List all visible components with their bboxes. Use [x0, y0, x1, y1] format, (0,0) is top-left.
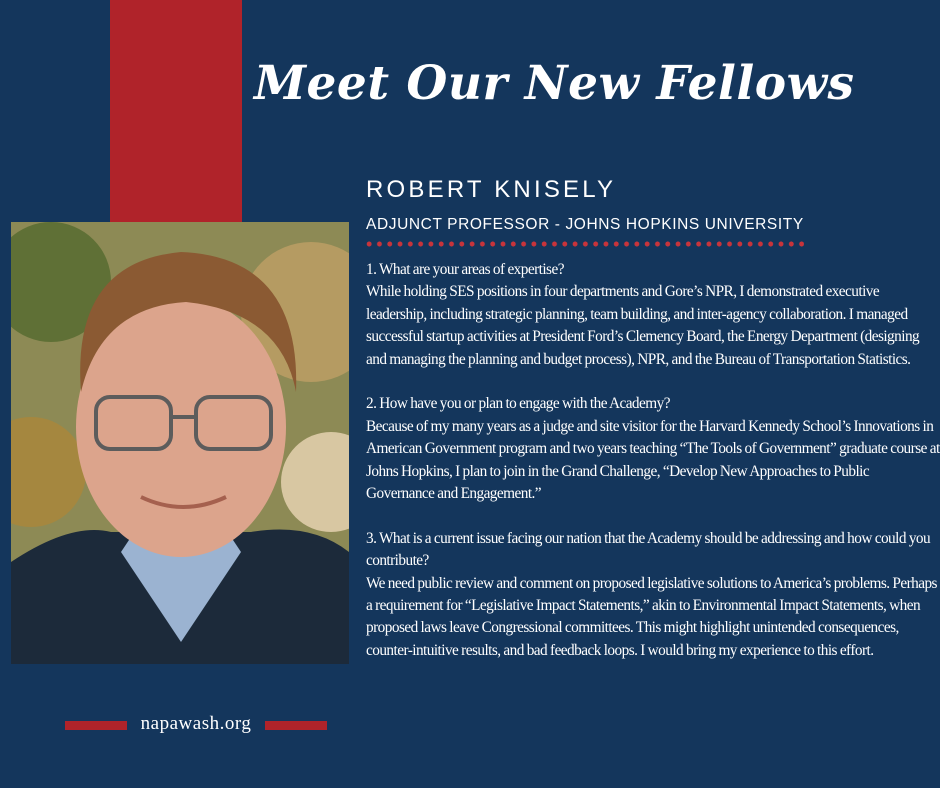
qa-item-1 [366, 259, 940, 371]
fellow-name: ROBERT KNISELY [366, 176, 617, 203]
portrait-photo-icon [11, 222, 349, 664]
fellow-portrait-photo [11, 222, 349, 664]
qa-item-2 [366, 393, 940, 505]
qa-item-3 [366, 528, 940, 662]
question-2: 2. How have you or plan to engage with the Academy? [366, 395, 670, 413]
answer-2: Because of my many years as a judge and site visitor for the Harvard Kennedy School’s Innovations in American Government program and two years teaching “The Tools of Government” graduate course at Johns Hopkins, I plan to join in the Grand Challenge, “Develop New Approaches to Public Governance and Engagement.” [366, 417, 940, 503]
dotted-divider [364, 240, 804, 248]
website-link[interactable]: napawash.org [140, 713, 252, 734]
question-1: 1. What are your areas of expertise? [366, 261, 564, 278]
qa-section [366, 259, 940, 685]
fellow-role: ADJUNCT PROFESSOR - JOHNS HOPKINS UNIVERSITY [366, 216, 804, 233]
footer-right-line [265, 721, 327, 730]
red-accent-bar [110, 0, 242, 222]
footer [65, 713, 327, 737]
answer-3: We need public review and comment on proposed legislative solutions to America’s problems. Perhaps a requirement for “Legislative Impact Statements,” akin to Environmental Impact Statements, when proposed laws leave Congressional committees. This might highlight unintended consequences, counter-intuitive results, and bad feedback loops. I would bring my experience to this effort. [366, 574, 937, 659]
answer-1: While holding SES positions in four departments and Gore’s NPR, I demonstrated executive leadership, including strategic planning, team building, and inter-agency collaboration. I managed successful startup activities at President Ford’s Clemency Board, the Energy Department (designing and managing the planning and budget process), NPR, and the Bureau of Transportation Statistics. [366, 283, 920, 368]
question-3: 3. What is a current issue facing our nation that the Academy should be addressing and how could you contribute? [366, 529, 931, 570]
page-title: Meet Our New Fellows [254, 56, 855, 111]
